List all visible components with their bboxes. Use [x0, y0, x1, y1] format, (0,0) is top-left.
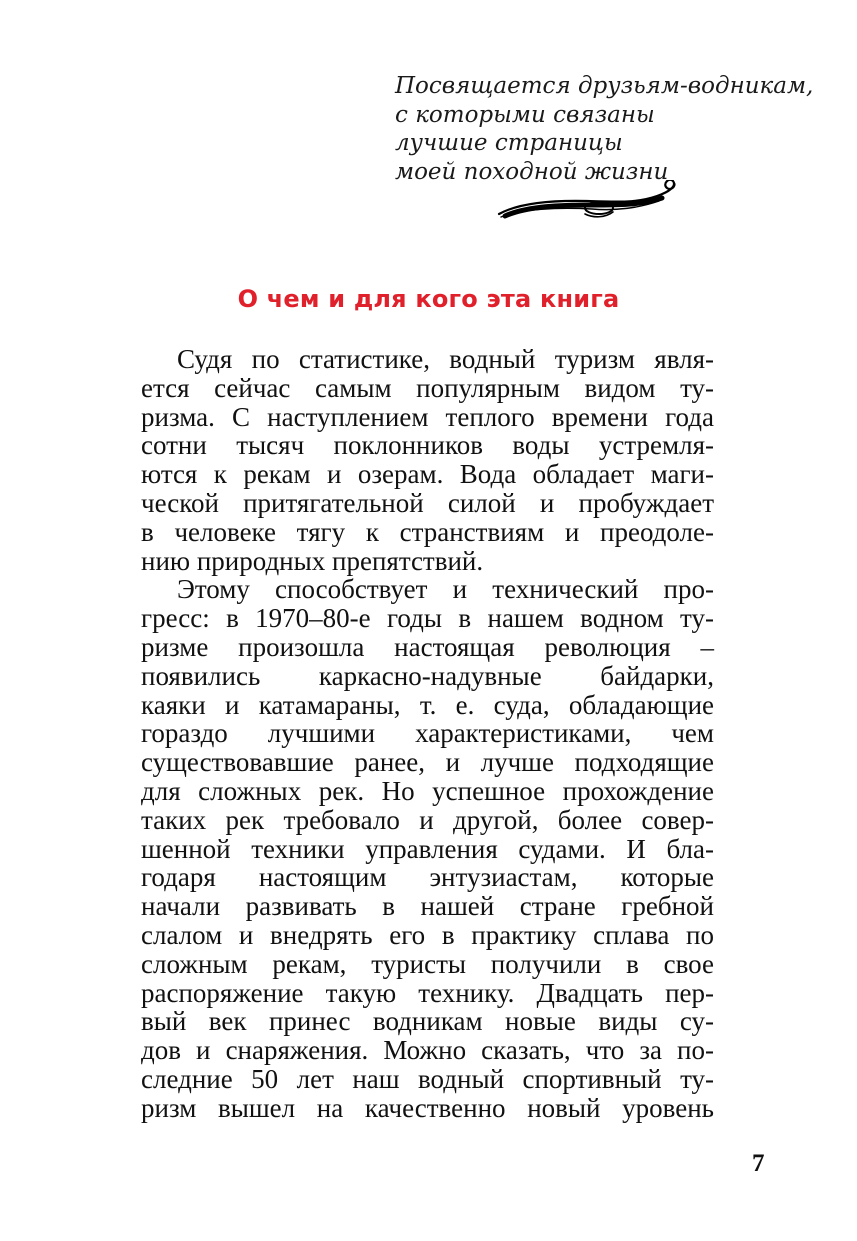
- text-line: существовавшие ранее, и лучше подходящие: [141, 747, 714, 778]
- text-line: слалом и внедрять его в практику сплава по: [141, 919, 714, 950]
- text-line: Судя по статистике, водный туризм явля-: [177, 344, 714, 374]
- dedication-line: с которыми связаны: [395, 101, 655, 128]
- text-line: гресс: в 1970–80-е годы в нашем водном ту-: [141, 603, 714, 634]
- text-line: нию природных препятствий.: [141, 545, 484, 576]
- text-line: в человеке тягу к странствиям и преодоле-: [141, 516, 714, 547]
- page-number: 7: [752, 1150, 765, 1177]
- text-line: ются к рекам и озерам. Вода обладает маги-: [141, 459, 714, 490]
- text-line: для сложных рек. Но успешное прохождение: [141, 775, 714, 806]
- text-line: каяки и катамараны, т. е. суда, обладающие: [141, 689, 714, 720]
- text-line: сотни тысяч поклонников воды устремля-: [141, 430, 714, 461]
- text-line: гораздо лучшими характеристиками, чем: [141, 718, 714, 749]
- text-line: начали развивать в нашей стране гребной: [141, 891, 714, 922]
- text-line: появились каркасно-надувные байдарки,: [141, 660, 714, 691]
- text-line: шенной техники управления судами. И бла-: [141, 833, 714, 864]
- body-text: [141, 345, 714, 1123]
- text-line: ризме произошла настоящая революция –: [141, 631, 714, 662]
- dedication: [395, 72, 814, 186]
- flourish-ornament-icon: [497, 180, 682, 230]
- text-line: следние 50 лет наш водный спортивный ту-: [141, 1063, 714, 1094]
- text-line: Этому способствует и технический про-: [177, 574, 714, 605]
- text-line: таких рек требовало и другой, более совер-: [141, 804, 714, 835]
- text-line: годаря настоящим энтузиастам, которые: [141, 862, 714, 893]
- dedication-line: лучшие страницы: [395, 130, 623, 156]
- text-line: ется сейчас самым популярным видом ту-: [141, 372, 714, 403]
- text-line: дов и снаряжения. Можно сказать, что за по-: [141, 1035, 714, 1066]
- dedication-line: моей походной жизни: [395, 158, 669, 185]
- text-line: распоряжение такую технику. Двадцать пер-: [141, 977, 714, 1008]
- text-line: вый век принес водникам новые виды су-: [141, 1006, 714, 1037]
- text-line: ризм вышел на качественно новый уровень: [141, 1092, 714, 1123]
- text-line: ческой притягательной силой и пробуждает: [141, 487, 714, 518]
- section-title: О чем и для кого эта книга: [237, 285, 620, 313]
- text-line: ризма. С наступлением теплого времени года: [141, 401, 714, 432]
- text-line: сложным рекам, туристы получили в свое: [141, 948, 714, 979]
- dedication-line: Посвящается друзьям-водникам,: [395, 73, 814, 99]
